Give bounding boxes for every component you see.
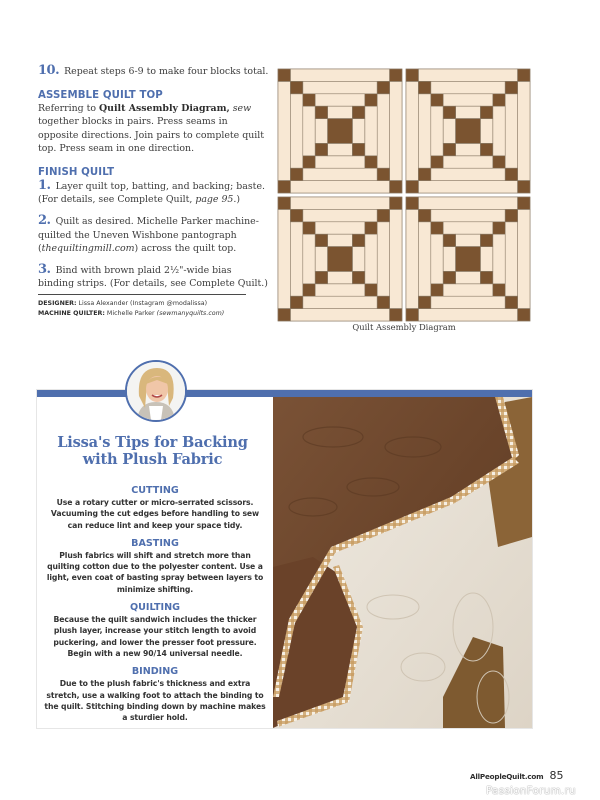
assemble-pre: Referring to <box>38 103 99 115</box>
tip-quilting <box>44 602 266 659</box>
assembly-diagram-ref: Quilt Assembly Diagram, <box>99 103 230 115</box>
tip-cutting <box>44 485 266 531</box>
tips-list <box>44 485 266 730</box>
finish-step-1 <box>38 179 270 206</box>
portrait-image <box>127 362 185 420</box>
tips-title-line-2: with Plush Fabric <box>82 451 223 468</box>
quilt-assembly-diagram <box>276 67 532 323</box>
assemble-heading: ASSEMBLE QUILT TOP <box>38 90 163 102</box>
designer-value: Lissa Alexander (Instagram @modalissa) <box>76 300 208 308</box>
avatar <box>125 360 187 422</box>
tips-title-line-1: Lissa's Tips for Backing <box>57 434 248 451</box>
diagram-caption: Quilt Assembly Diagram <box>352 322 456 332</box>
tip-heading: QUILTING <box>129 602 181 614</box>
quilter-label: MACHINE QUILTER: <box>38 309 105 317</box>
step-number: 1. <box>38 178 51 194</box>
step-italic: page 95. <box>195 194 237 206</box>
step-text: Quilt as desired. Michelle Parker machine-quilted the Uneven Wishbone pantograph ( <box>38 216 259 254</box>
step-text: Repeat steps 6-9 to make four blocks total. <box>64 66 269 77</box>
tip-basting <box>44 538 266 595</box>
tip-binding <box>44 666 266 723</box>
tip-heading: CUTTING <box>131 485 179 496</box>
tip-heading: BASTING <box>131 537 179 549</box>
tip-body: Use a rotary cutter or micro-serrated scissors. Vacuuming the cut edges before handling to sew can reduce lint and keep your space tidy. <box>50 498 260 530</box>
divider <box>38 294 246 295</box>
step-number: 10. <box>38 63 60 78</box>
quilt-photo-image <box>273 397 532 728</box>
assemble-italic: sew <box>229 103 252 115</box>
step-text: Bind with brown plaid 2½"-wide bias binding strips. (For details, see Complete Quilt.) <box>38 265 268 290</box>
designer-credit <box>38 299 270 308</box>
tip-heading: BINDING <box>131 666 179 678</box>
site-name: AllPeopleQuilt.com <box>470 772 544 781</box>
tips-accent-bar <box>37 390 532 397</box>
tip-body: Plush fabrics will shift and stretch more than quilting cotton due to the polyester content. Use a light, even coat of basting spray between layers to minimize shifting. <box>46 550 264 594</box>
tip-body: Because the quilt sandwich includes the thicker plush layer, increase your stitch length to avoid puckering, and lower the presser foot pressure. Begin with a new 90/14 universal needle. <box>53 615 257 658</box>
page-number: 85 <box>549 769 564 782</box>
step-number: 2. <box>38 213 51 229</box>
tips-title <box>40 434 265 468</box>
quilter-site: (sewmanyquilts.com) <box>156 309 225 317</box>
finish-heading: FINISH QUILT <box>38 167 115 179</box>
quilt-diagram-graphic <box>276 67 532 323</box>
finish-step-2 <box>38 214 270 255</box>
quilt-photo <box>273 397 532 728</box>
quilter-value: Michelle Parker <box>104 309 157 317</box>
step-italic: thequiltingmill.com <box>41 242 135 254</box>
step-text: Layer quilt top, batting, and backing; baste. (For details, see Complete Quilt, <box>38 181 265 206</box>
watermark: PassionForum.ru <box>486 785 576 797</box>
step-tail: ) <box>236 194 241 206</box>
finish-step-3 <box>38 263 270 290</box>
step-tail: ) across the quilt top. <box>134 242 237 254</box>
page-folio <box>470 764 563 783</box>
step-number: 3. <box>38 262 51 278</box>
step-10 <box>38 64 270 78</box>
quilter-credit <box>38 309 270 318</box>
instructions-column <box>38 64 270 318</box>
tip-body: Due to the plush fabric's thickness and extra stretch, use a walking foot to attach the binding to the quilt. Stitching binding down by machine makes a sturdier hold. <box>44 679 266 723</box>
designer-label: DESIGNER: <box>38 300 77 308</box>
assemble-text <box>38 102 270 155</box>
assemble-post: together blocks in pairs. Press seams in opposite directions. Join pairs to complete quilt top. Press seam in one direction. <box>38 116 264 154</box>
